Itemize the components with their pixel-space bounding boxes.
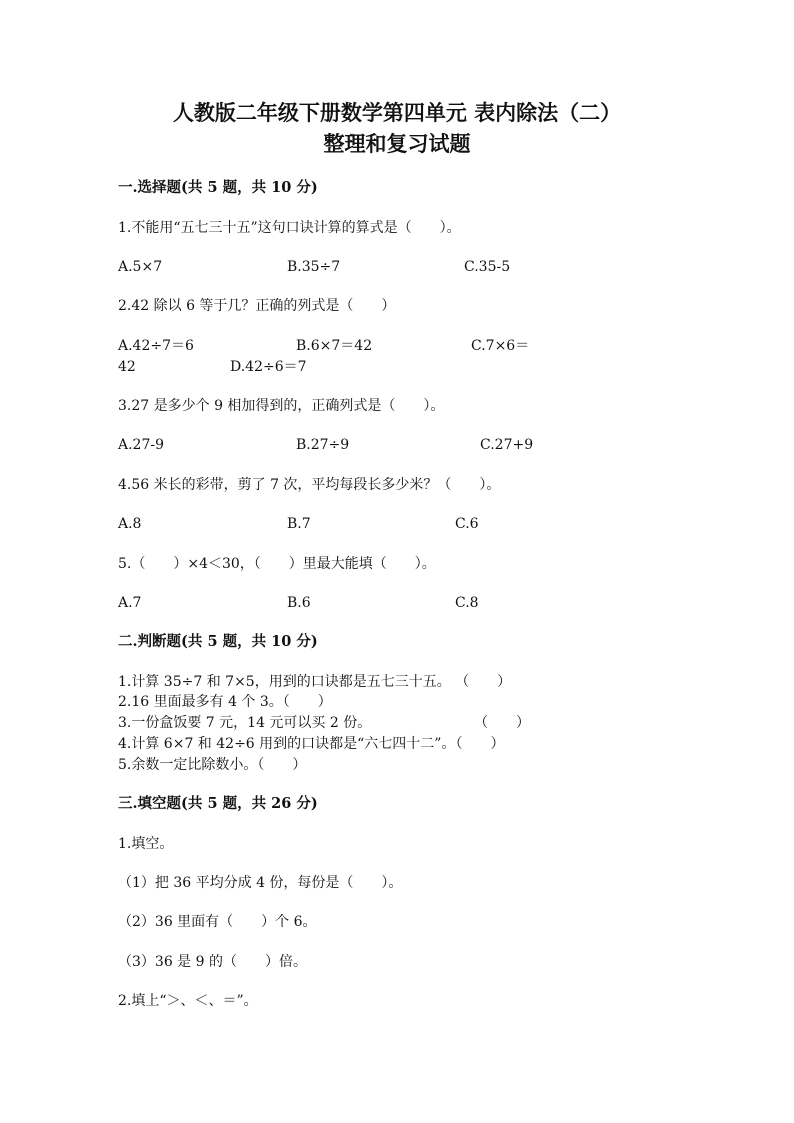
judge-item: 3.一份盒饭要 7 元，14 元可以买 2 份。 xyxy=(118,715,372,731)
option-d: D.42÷6＝7 xyxy=(230,359,307,375)
page-title: 人教版二年级下册数学第四单元 表内除法（二） xyxy=(172,100,622,125)
option-c: C.27+9 xyxy=(480,437,534,453)
question-stem: 1.不能用“五七三十五”这句口诀计算的算式是（ ）。 xyxy=(118,220,461,236)
question-stem: 5.（ ）×4＜30，（ ）里最大能填（ ）。 xyxy=(118,556,436,572)
answer-parentheses: （ ） xyxy=(474,715,530,731)
judge-item: 2.16 里面最多有 4 个 3。（ ） xyxy=(118,694,332,710)
fill-subquestion: （2）36 里面有（ ）个 6。 xyxy=(118,914,317,930)
question-stem: 3.27 是多少个 9 相加得到的，正确列式是（ ）。 xyxy=(118,398,445,414)
option-c: C.6 xyxy=(455,516,479,532)
option-a: A.42÷7＝6 xyxy=(118,338,194,354)
question-stem: 2.42 除以 6 等于几？正确的列式是（ ） xyxy=(118,298,396,314)
page-subtitle: 整理和复习试题 xyxy=(323,131,471,156)
judge-item: 1.计算 35÷7 和 7×5，用到的口诀都是五七三十五。 （ ） xyxy=(118,674,512,690)
option-c-continued: 42 xyxy=(118,359,136,375)
option-a: A.27-9 xyxy=(118,437,165,453)
question-stem: 4.56 米长的彩带，剪了 7 次，平均每段长多少米？（ ）。 xyxy=(118,477,501,493)
option-a: A.5×7 xyxy=(118,259,163,275)
option-a: A.8 xyxy=(118,516,142,532)
option-b: B.6×7＝42 xyxy=(296,338,373,354)
fill-question: 2.填上“＞、＜、＝”。 xyxy=(118,993,258,1009)
option-c: C.8 xyxy=(455,595,479,611)
section-heading-judge: 二.判断题(共 5 题，共 10 分) xyxy=(118,633,318,650)
option-c: C.35-5 xyxy=(464,259,511,275)
option-b: B.6 xyxy=(287,595,311,611)
fill-question: 1.填空。 xyxy=(118,836,174,852)
fill-subquestion: （3）36 是 9 的（ ）倍。 xyxy=(118,954,307,970)
option-b: B.7 xyxy=(287,516,311,532)
section-heading-choice: 一.选择题(共 5 题，共 10 分) xyxy=(118,179,318,196)
fill-subquestion: （1）把 36 平均分成 4 份，每份是（ ）。 xyxy=(118,875,403,891)
option-b: B.35÷7 xyxy=(287,259,341,275)
judge-item: 5.余数一定比除数小。（ ） xyxy=(118,757,307,773)
option-c: C.7×6＝ xyxy=(471,338,530,354)
option-b: B.27÷9 xyxy=(296,437,350,453)
section-heading-fill: 三.填空题(共 5 题，共 26 分) xyxy=(118,795,318,812)
judge-item: 4.计算 6×7 和 42÷6 用到的口诀都是“六七四十二”。（ ） xyxy=(118,736,505,752)
option-a: A.7 xyxy=(118,595,142,611)
